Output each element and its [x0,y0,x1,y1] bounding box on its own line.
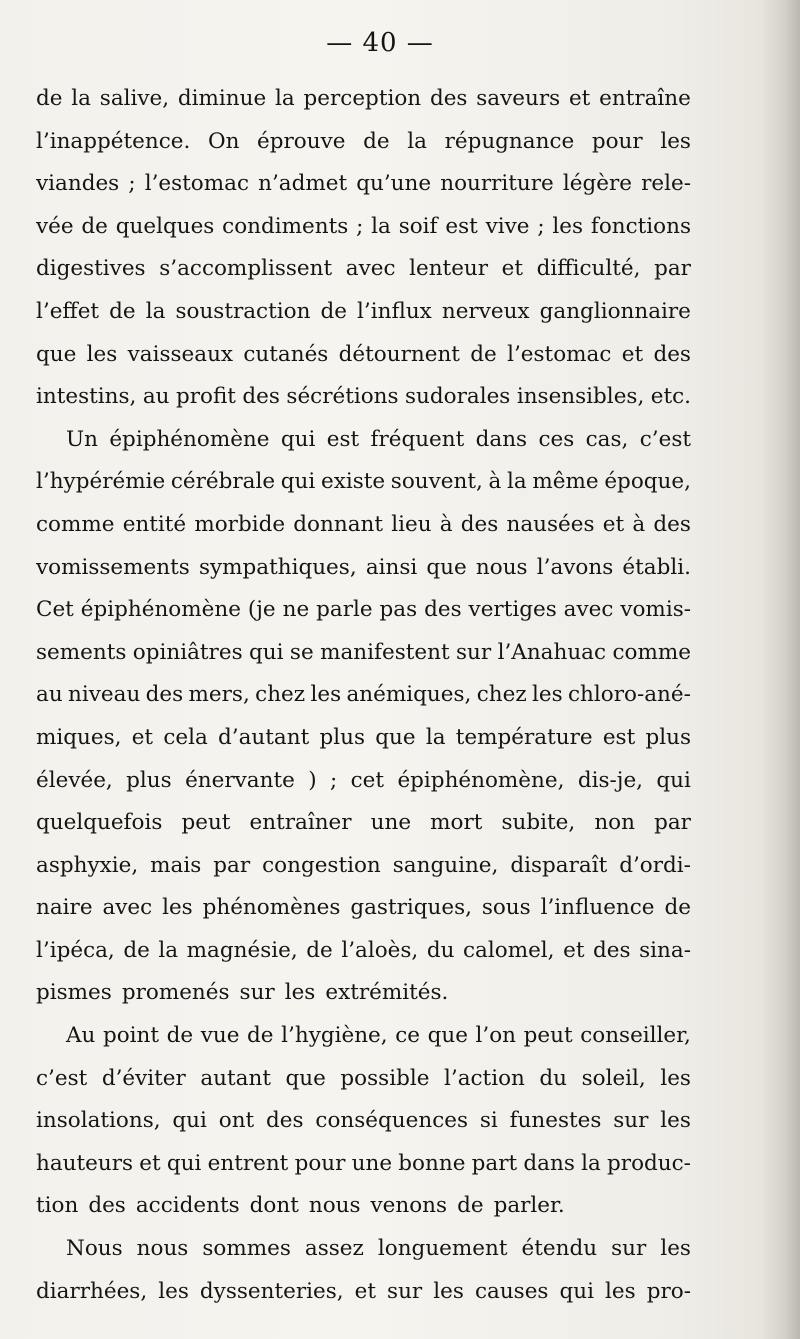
text-line: vomissements sympathiques, ainsi que nous l’avons établi. [36,554,691,580]
text-line: que les vaisseaux cutanés détournent de l’estomac et des [36,341,691,367]
text-line: digestives s’accomplissent avec lenteur et difficulté, par [36,256,691,282]
page-number: — 40 — [326,28,434,58]
text-line: diarrhées, les dyssenteries, et sur les causes qui les pro- [36,1278,691,1304]
text-line: Cet épiphénomène (je ne parle pas des vertiges avec vomis- [36,597,691,623]
text-line: l’effet de la soustraction de l’influx nerveux ganglionnaire [36,298,691,324]
text-line: viandes ; l’estomac n’admet qu’une nourriture légère rele- [36,171,691,197]
text-line: au niveau des mers, chez les anémiques, chez les chloro-ané- [36,682,691,708]
text-line: asphyxie, mais par congestion sanguine, disparaît d’ordi- [36,852,691,878]
text-line: pismes promenés sur les extrémités. [36,980,449,1006]
text-line: quelquefois peut entraîner une mort subite, non par [36,810,691,836]
paragraph-2 [36,419,691,1015]
text-line: de la salive, diminue la perception des saveurs et entraîne [36,86,691,111]
text-line: sements opiniâtres qui se manifestent sur l’Anahuac comme [36,639,691,665]
body-text [36,78,691,1313]
text-line: intestins, au profit des sécrétions sudorales insensibles, etc. [36,384,691,410]
text-line: comme entité morbide donnant lieu à des nausées et à des [36,511,691,537]
text-line: vée de quelques condiments ; la soif est vive ; les fonctions [36,213,691,239]
text-line: naire avec les phénomènes gastriques, sous l’influence de [36,895,691,921]
paragraph-4 [36,1228,691,1313]
binding-shadow [760,0,800,1339]
text-line: l’ipéca, de la magnésie, de l’aloès, du calomel, et des sina- [36,937,691,963]
text-line: hauteurs et qui entrent pour une bonne part dans la produc- [36,1150,691,1176]
text-line: l’hypérémie cérébrale qui existe souvent, à la même époque, [36,469,691,495]
text-line: c’est d’éviter autant que possible l’action du soleil, les [36,1065,691,1091]
text-line: Un épiphénomène qui est fréquent dans ces cas, c’est [66,426,691,452]
paragraph-3 [36,1015,691,1228]
paragraph-1 [36,78,691,419]
text-line: tion des accidents dont nous venons de parler. [36,1193,565,1219]
text-line: insolations, qui ont des conséquences si funestes sur les [36,1108,691,1134]
text-line: l’inappétence. On éprouve de la répugnance pour les [36,128,691,154]
text-line: élevée, plus énervante ) ; cet épiphénomène, dis-je, qui [36,767,691,793]
text-line: Nous nous sommes assez longuement étendu sur les [66,1236,691,1262]
text-line: miques, et cela d’autant plus que la température est plus [36,724,691,750]
text-line: Au point de vue de l’hygiène, ce que l’on peut conseiller, [66,1023,691,1049]
